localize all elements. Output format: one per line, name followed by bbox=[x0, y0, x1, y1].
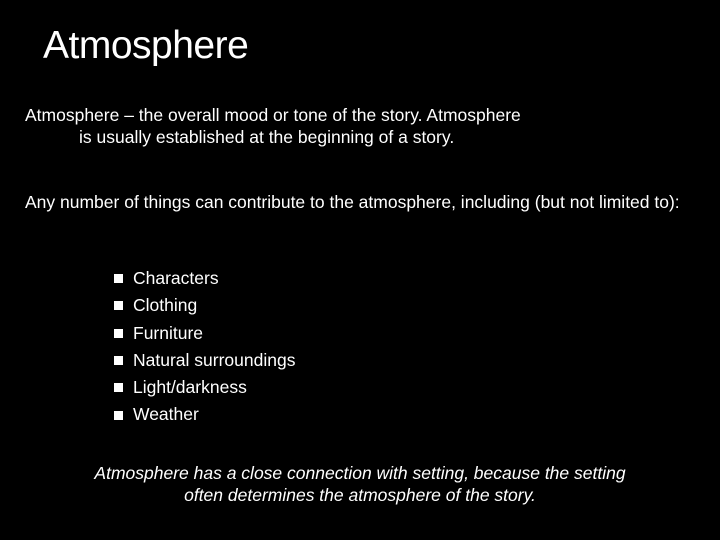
list-item-label: Weather bbox=[133, 404, 199, 425]
list-item-label: Light/darkness bbox=[133, 377, 247, 398]
square-bullet-icon bbox=[114, 411, 123, 420]
contributors-intro: Any number of things can contribute to the atmosphere, including (but not limited to): bbox=[25, 192, 680, 212]
slide-title: Atmosphere bbox=[43, 24, 249, 67]
closing-line-2: often determines the atmosphere of the story. bbox=[184, 485, 536, 505]
list-item-label: Natural surroundings bbox=[133, 349, 296, 370]
square-bullet-icon bbox=[114, 301, 123, 310]
list-item bbox=[114, 265, 295, 292]
closing-statement bbox=[30, 462, 690, 506]
definition-paragraph bbox=[25, 104, 685, 148]
list-item bbox=[114, 292, 295, 319]
contributors-list bbox=[114, 265, 295, 429]
list-item bbox=[114, 320, 295, 347]
list-item-label: Furniture bbox=[133, 322, 204, 343]
list-item bbox=[114, 401, 295, 428]
list-item bbox=[114, 347, 295, 374]
list-item bbox=[114, 374, 295, 401]
square-bullet-icon bbox=[114, 356, 123, 365]
definition-line-2: is usually established at the beginning of a story. bbox=[79, 127, 455, 147]
list-item-label: Characters bbox=[133, 268, 219, 288]
list-item-label: Clothing bbox=[133, 295, 198, 316]
closing-line-1: Atmosphere has a close connection with setting, because the setting bbox=[94, 463, 626, 483]
square-bullet-icon bbox=[114, 274, 123, 283]
square-bullet-icon bbox=[114, 383, 123, 392]
square-bullet-icon bbox=[114, 329, 123, 338]
definition-line-1: Atmosphere – the overall mood or tone of the story. Atmosphere bbox=[25, 105, 521, 125]
